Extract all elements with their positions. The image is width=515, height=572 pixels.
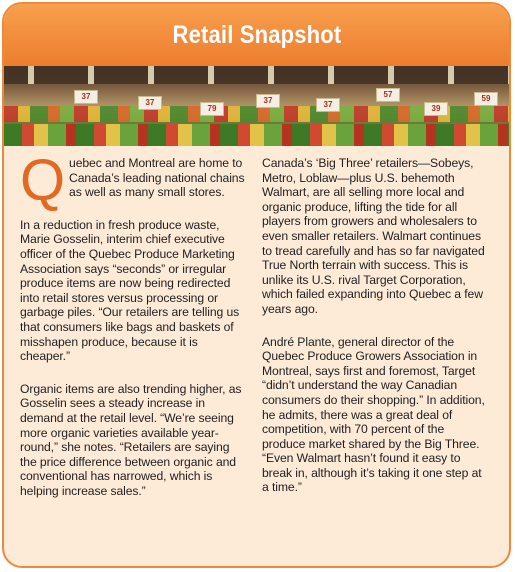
article-paragraph: Canada’s ‘Big Three’ retailers—Sobeys, Metro, Loblaw—plus U.S. behemoth Walmart, are all selling more local and organic produce, lifting the tide for all players from growers and wholesalers to even smaller retailers. Walmart continues to tread carefully and has so far navigated True North terrain with success. This is unlike its U.S. rival Target Corporation, which failed expanding into Quebec a few years ago. <box>262 156 485 316</box>
sidebar-header <box>4 4 509 66</box>
price-sign: 59 <box>474 92 498 106</box>
price-sign: 37 <box>316 98 340 112</box>
sidebar-title: Retail Snapshot <box>172 20 341 49</box>
article-paragraph: Quebec and Montreal are home to Canada’s leading national chains as well as many small stores. <box>20 148 245 213</box>
article-paragraph: In a reduction in fresh produce waste, Marie Gosselin, interim chief executive officer of the Quebec Produce Marketing Association says “seconds” or irregular produce items are now being redirected into retail stores versus processing or garbage piles. “Our retailers are telling us that consumers like bags and baskets of misshapen produce, because it is cheaper.” <box>20 217 240 364</box>
price-sign: 39 <box>424 102 448 116</box>
store-ceiling-lights <box>4 66 509 84</box>
article-paragraph: Organic items are also trending higher, as Gosselin sees a steady increase in demand at the retail level. “We’re seeing more organic varieties available year-round,” she notes. “Retailers are saying the price difference between organic and conventional has narrowed, which is helping increase sales.” <box>20 381 242 498</box>
article-column-left <box>20 148 248 516</box>
price-sign: 37 <box>138 96 162 110</box>
article-column-right <box>262 156 490 516</box>
price-sign: 37 <box>74 90 98 104</box>
drop-cap: Q <box>20 148 66 213</box>
article-paragraph: André Plante, general director of the Quebec Produce Growers Association in Montreal, says first and foremost, Target “didn’t understand the way Canadian consumers do their shopping.” In addition, he admits, there was a great deal of competition, with 70 percent of the produce market shared by the Big Three. “Even Walmart hasn’t found it easy to break in, although it’s taking it one step at a time.” <box>262 334 485 495</box>
price-sign: 79 <box>200 102 224 116</box>
produce-shelf-lower <box>4 124 509 146</box>
produce-aisle-photo <box>4 66 509 146</box>
price-sign: 57 <box>376 88 400 102</box>
article-body <box>20 148 490 516</box>
price-sign: 37 <box>256 94 280 108</box>
